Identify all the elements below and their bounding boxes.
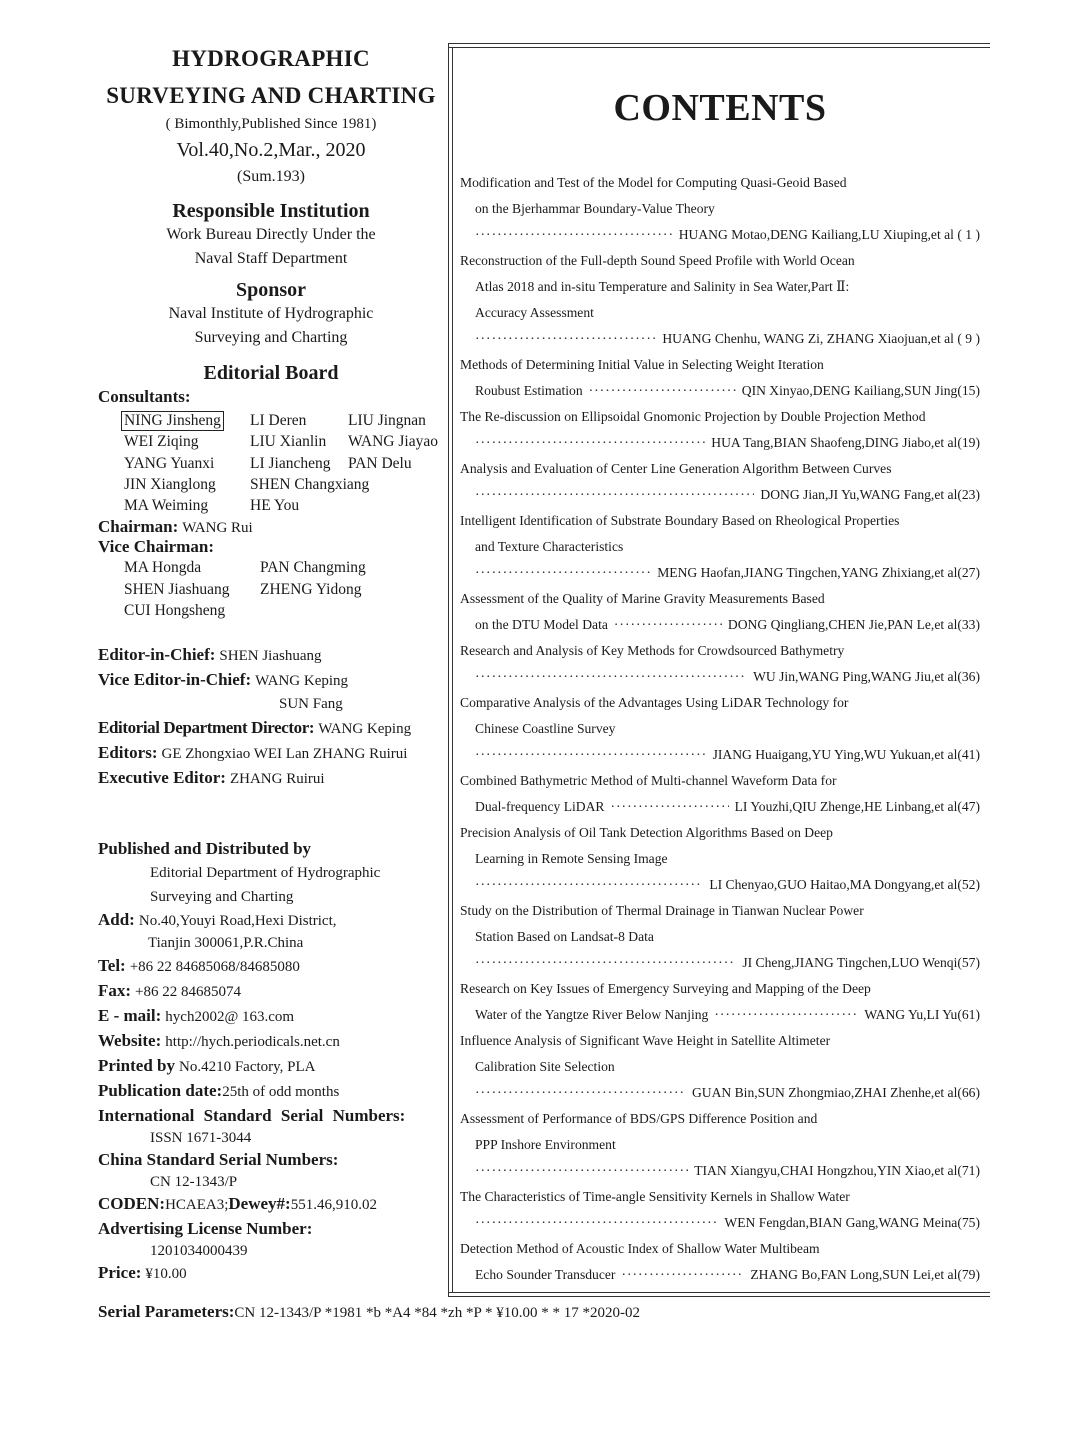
leader-dots xyxy=(475,560,651,586)
toc-authors-page: LI Youzhi,QIU Zhenge,HE Linbang,et al(47) xyxy=(734,799,980,814)
toc-title-line: Atlas 2018 and in-situ Temperature and Salinity in Sea Water,Part Ⅱ: xyxy=(475,279,850,294)
toc-title-line: Modification and Test of the Model for Computing Quasi-Geoid Based xyxy=(460,175,847,190)
executive-editor-name: ZHANG Ruirui xyxy=(229,771,325,788)
toc-title-line: Learning in Remote Sensing Image xyxy=(475,851,668,866)
toc-entry-authors[interactable] xyxy=(460,430,980,456)
toc-title-line: Precision Analysis of Oil Tank Detection Algorithms Based on Deep xyxy=(460,825,833,840)
journal-title-line1: HYDROGRAPHIC xyxy=(172,46,370,71)
toc-entry-authors[interactable] xyxy=(460,1158,980,1184)
frame-rule xyxy=(448,43,449,1296)
printed-label: Printed by xyxy=(98,1056,175,1076)
contents-heading: CONTENTS xyxy=(613,87,827,129)
address-line1: No.40,Youyi Road,Hexi District, xyxy=(138,913,337,930)
vice-chairman-name xyxy=(260,600,440,621)
tel-row xyxy=(98,954,444,979)
consultant-name: PAN Delu xyxy=(348,454,412,472)
publisher-line1: Editorial Department of Hydrographic xyxy=(150,865,381,882)
toc-entry-authors[interactable] xyxy=(460,950,980,976)
toc-authors-page: DONG Qingliang,CHEN Jie,PAN Le,et al(33) xyxy=(727,617,980,632)
volume-info: Vol.40,No.2,Mar., 2020 xyxy=(176,139,366,161)
leader-dots xyxy=(475,482,754,508)
toc-entry-authors[interactable] xyxy=(460,664,980,690)
dewey-label: Dewey#: xyxy=(228,1194,291,1214)
leader-dots xyxy=(610,794,728,820)
toc-title-line: The Characteristics of Time-angle Sensitivity Kernels in Shallow Water xyxy=(460,1189,850,1204)
issn-value: ISSN 1671-3044 xyxy=(150,1130,252,1147)
toc-entry-authors[interactable] xyxy=(460,872,980,898)
website-label: Website: xyxy=(98,1031,162,1051)
coden-value: HCAEA3; xyxy=(165,1197,229,1214)
pubdate-value: 25th of odd months xyxy=(222,1084,340,1101)
toc-entry-authors[interactable] xyxy=(460,482,980,508)
consultant-name: SHEN Changxiang xyxy=(250,475,370,493)
pubdate-row xyxy=(98,1079,444,1104)
sponsor-heading: Sponsor xyxy=(235,279,307,301)
toc-entry-authors[interactable] xyxy=(460,560,980,586)
issue-sum: (Sum.193) xyxy=(237,168,305,185)
executive-editor-label: Executive Editor: xyxy=(98,768,226,788)
frame-rule xyxy=(448,43,990,44)
consultant-name: HE You xyxy=(250,497,300,515)
fax-row xyxy=(98,979,444,1004)
editorial-block xyxy=(98,643,444,791)
toc-authors-page: MENG Haofan,JIANG Tingchen,YANG Zhixiang,et al(27) xyxy=(657,565,980,580)
website-row xyxy=(98,1029,444,1054)
publisher-label: Published and Distributed by xyxy=(98,839,312,859)
toc-authors-page: QIN Xinyao,DENG Kailiang,SUN Jing(15) xyxy=(741,383,980,398)
toc-title-line: Water of the Yangtze River Below Nanjing xyxy=(475,1007,709,1022)
vice-chairman-label: Vice Chairman: xyxy=(98,537,214,557)
fax-number: +86 22 84685074 xyxy=(135,984,242,1001)
toc-entry-authors[interactable] xyxy=(460,222,980,248)
leader-dots xyxy=(614,612,722,638)
toc-title-line: Research and Analysis of Key Methods for Crowdsourced Bathymetry xyxy=(460,643,845,658)
chairman-row xyxy=(98,517,444,537)
leader-dots xyxy=(475,872,703,898)
consultant-name: LIU Xianlin xyxy=(250,433,327,451)
leader-dots xyxy=(475,222,673,248)
price-value: ¥10.00 xyxy=(145,1266,187,1283)
fax-label: Fax: xyxy=(98,981,132,1001)
toc-entry-authors[interactable] xyxy=(460,742,980,768)
tel-label: Tel: xyxy=(98,956,126,976)
toc-title-line: Station Based on Landsat-8 Data xyxy=(475,929,654,944)
toc-authors-page: TIAN Xiangyu,CHAI Hongzhou,YIN Xiao,et al(71) xyxy=(694,1163,980,1178)
editor-in-chief-name: SHEN Jiashuang xyxy=(219,648,322,665)
consultant-name: NING Jinsheng xyxy=(121,411,224,431)
toc-entry-authors[interactable] xyxy=(460,378,980,404)
director-row xyxy=(98,716,444,741)
toc-title-line: Assessment of the Quality of Marine Gravity Measurements Based xyxy=(460,591,825,606)
chairman-label: Chairman: xyxy=(98,517,179,537)
toc-title-line: Intelligent Identification of Substrate Boundary Based on Rheological Properties xyxy=(460,513,900,528)
board-heading: Editorial Board xyxy=(203,362,339,384)
table-of-contents xyxy=(460,170,980,1288)
serial-label: Serial Parameters: xyxy=(98,1302,235,1321)
address-row xyxy=(98,909,444,932)
consultant-name: MA Weiming xyxy=(124,497,209,515)
vice-chairman-name: CUI Hongsheng xyxy=(124,602,226,620)
toc-title-line: Dual-frequency LiDAR xyxy=(475,799,605,814)
consultant-name: WEI Ziqing xyxy=(124,433,199,451)
toc-entry-authors[interactable] xyxy=(460,326,980,352)
toc-title-line: Combined Bathymetric Method of Multi-channel Waveform Data for xyxy=(460,773,837,788)
consultant-name: LIU Jingnan xyxy=(348,412,426,429)
address-line2: Tianjin 300061,P.R.China xyxy=(148,935,304,952)
institution-heading: Responsible Institution xyxy=(172,200,370,222)
publisher-line2: Surveying and Charting xyxy=(150,889,294,906)
toc-authors-page: HUANG Chenhu, WANG Zi, ZHANG Xiaojuan,et al ( 9 ) xyxy=(662,331,980,346)
editors-label: Editors: xyxy=(98,743,158,763)
toc-entry-authors[interactable] xyxy=(460,1262,980,1288)
email-label: E - mail: xyxy=(98,1006,162,1026)
toc-authors-page: WEN Fengdan,BIAN Gang,WANG Meina(75) xyxy=(724,1215,980,1230)
leader-dots xyxy=(475,742,707,768)
toc-title-line: Analysis and Evaluation of Center Line Generation Algorithm Between Curves xyxy=(460,461,892,476)
consultant-name: JIN Xianglong xyxy=(124,475,216,493)
toc-authors-page: JI Cheng,JIANG Tingchen,LUO Wenqi(57) xyxy=(742,955,980,970)
toc-title-line: on the DTU Model Data xyxy=(475,617,608,632)
toc-title-line: Chinese Coastline Survey xyxy=(475,721,616,736)
toc-title-line: Detection Method of Acoustic Index of Shallow Water Multibeam xyxy=(460,1241,820,1256)
toc-title-line: Research on Key Issues of Emergency Surveying and Mapping of the Deep xyxy=(460,981,871,996)
leader-dots xyxy=(475,1080,686,1106)
frame-rule xyxy=(452,47,453,1292)
consultant-name: YANG Yuanxi xyxy=(124,454,215,472)
toc-title-line: The Re-discussion on Ellipsoidal Gnomonic Projection by Double Projection Method xyxy=(460,409,926,424)
consultant-name: WANG Jiayao xyxy=(348,433,438,451)
printed-value: No.4210 Factory, PLA xyxy=(178,1059,316,1076)
ad-license-label: Advertising License Number: xyxy=(98,1219,313,1239)
vice-chairman-name: MA Hongda xyxy=(124,559,202,577)
journal-title-line2: SURVEYING AND CHARTING xyxy=(106,83,436,108)
institution-line1: Work Bureau Directly Under the xyxy=(166,226,376,243)
executive-editor-row xyxy=(98,766,444,791)
toc-authors-page: WU Jin,WANG Ping,WANG Jiu,et al(36) xyxy=(753,669,980,684)
serial-value: CN 12-1343/P *1981 *b *A4 *84 *zh *P * ¥10.00 * * 17 *2020-02 xyxy=(234,1305,640,1321)
toc-title-line: Comparative Analysis of the Advantages Using LiDAR Technology for xyxy=(460,695,849,710)
editors-row xyxy=(98,741,444,766)
vice-chairman-name: ZHENG Yidong xyxy=(260,580,362,598)
masthead-column xyxy=(98,40,444,1286)
editor-in-chief-row xyxy=(98,643,444,668)
editor-in-chief-label: Editor-in-Chief: xyxy=(98,645,216,665)
toc-title-line: Influence Analysis of Significant Wave Height in Satellite Altimeter xyxy=(460,1033,831,1048)
leader-dots xyxy=(475,950,736,976)
toc-title-line: Reconstruction of the Full-depth Sound Speed Profile with World Ocean xyxy=(460,253,855,268)
toc-authors-page: HUA Tang,BIAN Shaofeng,DING Jiabo,et al(19) xyxy=(711,435,980,450)
cn-value: CN 12-1343/P xyxy=(150,1174,238,1191)
institution-line2: Naval Staff Department xyxy=(194,250,348,267)
email-row xyxy=(98,1004,444,1029)
ad-license-value: 1201034000439 xyxy=(150,1243,248,1260)
toc-entry-authors[interactable] xyxy=(460,612,980,638)
coden-row xyxy=(98,1192,444,1217)
leader-dots xyxy=(475,664,747,690)
consultant-name: LI Jiancheng xyxy=(250,454,331,472)
director-name: WANG Keping xyxy=(318,721,412,738)
toc-authors-page: ZHANG Bo,FAN Long,SUN Lei,et al(79) xyxy=(750,1267,980,1282)
toc-title-line: Assessment of Performance of BDS/GPS Difference Position and xyxy=(460,1111,818,1126)
frame-rule xyxy=(448,1296,990,1297)
toc-title-line: Methods of Determining Initial Value in Selecting Weight Iteration xyxy=(460,357,824,372)
vice-editor-label: Vice Editor-in-Chief: xyxy=(98,670,252,690)
toc-title-line: Calibration Site Selection xyxy=(475,1059,615,1074)
price-row xyxy=(98,1261,444,1286)
sponsor-line1: Naval Institute of Hydrographic xyxy=(168,305,374,322)
vice-editor-name-2: SUN Fang xyxy=(279,696,343,713)
frame-rule xyxy=(448,47,990,48)
serial-parameters xyxy=(98,1302,640,1322)
toc-entry-authors[interactable] xyxy=(460,794,980,820)
leader-dots xyxy=(475,430,705,456)
frame-rule xyxy=(448,1292,990,1293)
publication-frequency: ( Bimonthly,Published Since 1981) xyxy=(165,116,377,132)
leader-dots xyxy=(475,326,656,352)
toc-authors-page: GUAN Bin,SUN Zhongmiao,ZHAI Zhenhe,et al(66) xyxy=(691,1085,980,1100)
toc-entry-authors[interactable] xyxy=(460,1080,980,1106)
leader-dots xyxy=(589,378,736,404)
website-link[interactable]: http://hych.periodicals.net.cn xyxy=(165,1034,340,1051)
email-address[interactable]: hych2002@ 163.com xyxy=(165,1009,295,1026)
vice-chairmen-list xyxy=(124,557,444,621)
editors-names: GE Zhongxiao WEI Lan ZHANG Ruirui xyxy=(161,746,408,763)
dewey-value: 551.46,910.02 xyxy=(290,1197,377,1214)
leader-dots xyxy=(714,1002,858,1028)
toc-authors-page: DONG Jian,JI Yu,WANG Fang,et al(23) xyxy=(760,487,980,502)
cn-label: China Standard Serial Numbers: xyxy=(98,1150,339,1170)
toc-authors-page: HUANG Motao,DENG Kailiang,LU Xiuping,et al ( 1 ) xyxy=(678,227,980,242)
toc-title-line: Roubust Estimation xyxy=(475,383,583,398)
leader-dots xyxy=(621,1262,744,1288)
price-label: Price: xyxy=(98,1263,142,1283)
consultants-label: Consultants: xyxy=(98,387,191,406)
sponsor-line2: Surveying and Charting xyxy=(194,329,348,346)
toc-entry-authors[interactable] xyxy=(460,1002,980,1028)
leader-dots xyxy=(475,1158,688,1184)
toc-authors-page: JIANG Huaigang,YU Ying,WU Yukuan,et al(41) xyxy=(712,747,980,762)
coden-label: CODEN: xyxy=(98,1194,166,1214)
pubdate-label: Publication date: xyxy=(98,1081,223,1101)
toc-title-line: PPP Inshore Environment xyxy=(475,1137,616,1152)
director-label: Editorial Department Director: xyxy=(98,718,315,738)
toc-title-line: on the Bjerhammar Boundary-Value Theory xyxy=(475,201,715,216)
leader-dots xyxy=(475,1210,718,1236)
toc-title-line: Accuracy Assessment xyxy=(475,305,594,320)
vice-editor-row xyxy=(98,668,444,693)
vice-chairman-name: PAN Changming xyxy=(260,559,366,577)
tel-number: +86 22 84685068/84685080 xyxy=(129,959,300,976)
consultants-list xyxy=(124,410,444,516)
toc-entry-authors[interactable] xyxy=(460,1210,980,1236)
consultant-name: LI Deren xyxy=(250,412,307,429)
toc-authors-page: WANG Yu,LI Yu(61) xyxy=(864,1007,980,1022)
consultant-name xyxy=(348,474,460,495)
printed-row xyxy=(98,1054,444,1079)
toc-authors-page: LI Chenyao,GUO Haitao,MA Dongyang,et al(52) xyxy=(709,877,980,892)
toc-title-line: Study on the Distribution of Thermal Drainage in Tianwan Nuclear Power xyxy=(460,903,864,918)
chairman-name: WANG Rui xyxy=(182,520,253,537)
address-label: Add: xyxy=(98,910,135,930)
toc-title-line: Echo Sounder Transducer xyxy=(475,1267,616,1282)
vice-editor-name: WANG Keping xyxy=(255,673,349,690)
toc-title-line: and Texture Characteristics xyxy=(475,539,624,554)
issn-label: International Standard Serial Numbers: xyxy=(98,1106,406,1126)
consultant-name xyxy=(348,495,460,516)
vice-chairman-name: SHEN Jiashuang xyxy=(124,580,230,598)
publisher-block xyxy=(98,837,444,1286)
